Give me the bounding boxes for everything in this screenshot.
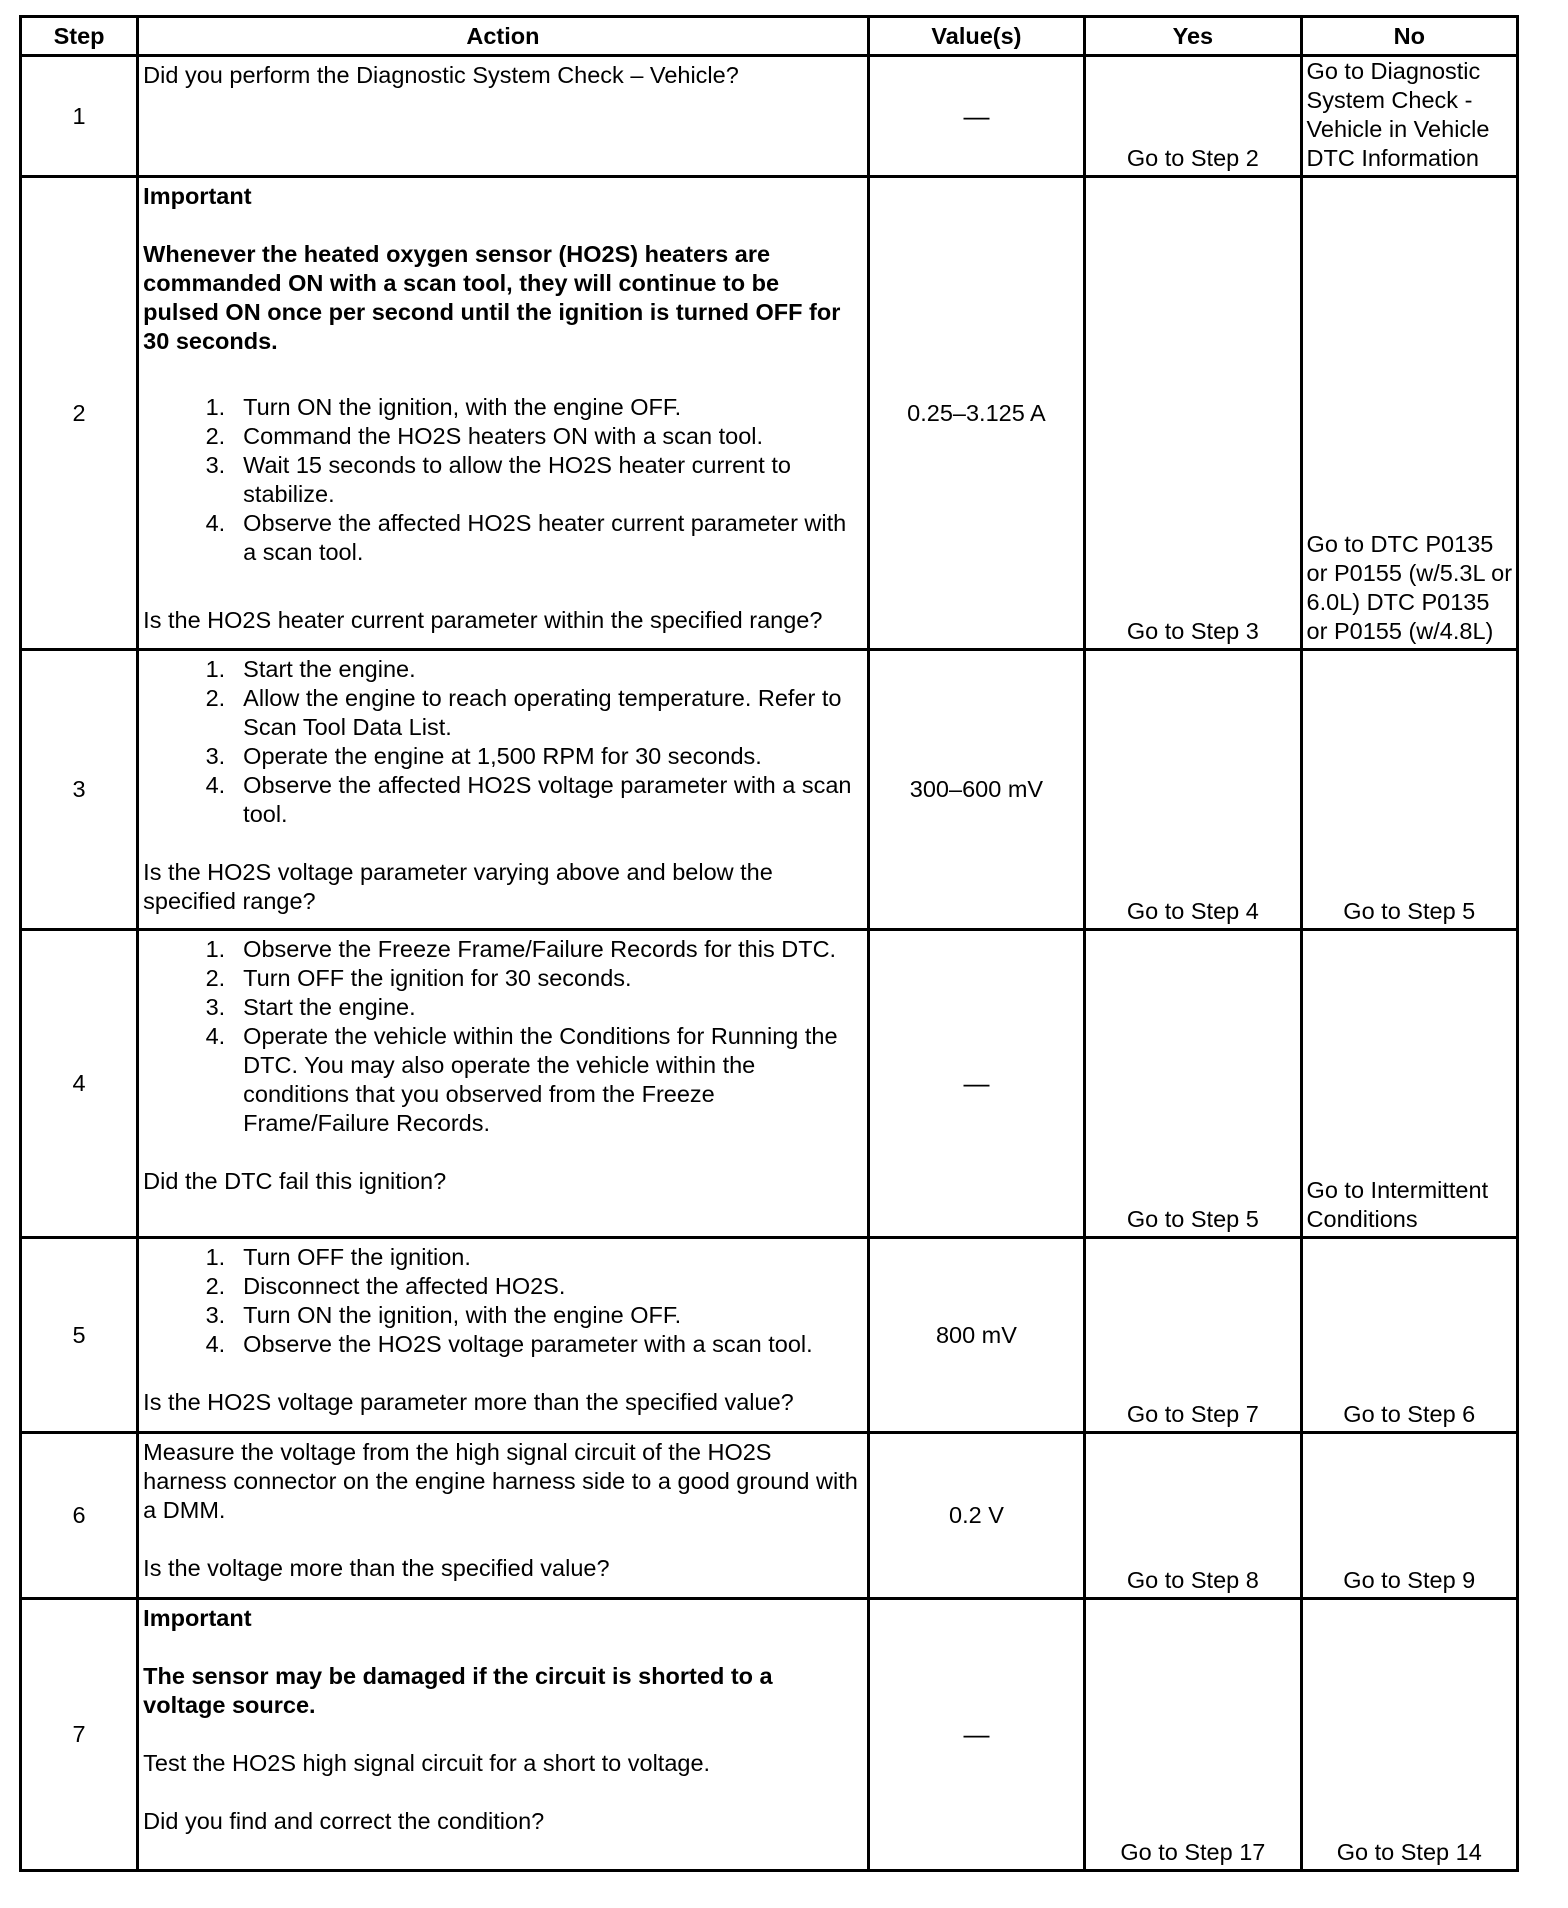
action-text: Did you perform the Diagnostic System Check – Vehicle? [143,62,739,88]
header-action: Action [138,17,869,56]
header-no: No [1301,17,1517,56]
no-cell: Go to Step 6 [1301,1238,1517,1433]
important-title: Important [143,183,252,209]
list-item: 1. Turn OFF the ignition. [205,1244,471,1270]
step-number: 4 [21,930,138,1238]
list-item: 1. Turn ON the ignition, with the engine OFF. [205,394,682,420]
yes-cell: Go to Step 5 [1085,930,1301,1238]
table-row [21,930,1518,1238]
list-item: 2. Disconnect the affected HO2S. [205,1273,566,1299]
important-text: The sensor may be damaged if the circuit is shorted to a voltage source. [143,1663,773,1718]
table-row [21,1599,1518,1871]
list-item: 4. Observe the HO2S voltage parameter with a scan tool. [205,1331,813,1357]
diagnostic-table [19,15,1519,1872]
step-number: 7 [21,1599,138,1871]
no-cell: Go to Step 14 [1301,1599,1517,1871]
step-list [143,935,861,1138]
value-cell: — [868,1599,1084,1871]
yes-cell: Go to Step 8 [1085,1433,1301,1599]
question-text: Is the HO2S heater current parameter within the specified range? [143,607,823,633]
list-item: 2. Turn OFF the ignition for 30 seconds. [205,965,632,991]
step-list [143,393,861,567]
no-cell: Go to Diagnostic System Check - Vehicle in Vehicle DTC Information [1301,56,1517,177]
step-number: 2 [21,177,138,650]
action-cell [138,650,869,930]
yes-cell: Go to Step 3 [1085,177,1301,650]
table-row [21,1238,1518,1433]
important-text: Whenever the heated oxygen sensor (HO2S) heaters are commanded ON with a scan tool, they will continue to be pulsed ON once per second until the ignition is turned OFF for 30 seconds. [143,241,841,354]
header-row [21,17,1518,56]
list-item: 3. Turn ON the ignition, with the engine OFF. [205,1302,682,1328]
list-item: 4. Observe the affected HO2S heater current parameter with a scan tool. [205,510,847,565]
table-row [21,1433,1518,1599]
step-list [143,1243,861,1359]
value-cell: 800 mV [868,1238,1084,1433]
question-text: Is the HO2S voltage parameter more than the specified value? [143,1389,794,1415]
action-cell [138,930,869,1238]
action-text: Test the HO2S high signal circuit for a short to voltage. [143,1750,711,1776]
value-cell: — [868,930,1084,1238]
important-title: Important [143,1605,252,1631]
list-item: 1. Start the engine. [205,656,416,682]
step-number: 1 [21,56,138,177]
yes-cell: Go to Step 2 [1085,56,1301,177]
step-number: 6 [21,1433,138,1599]
action-cell [138,1599,869,1871]
question-text: Did you find and correct the condition? [143,1808,545,1834]
list-item: 3. Start the engine. [205,994,416,1020]
list-item: 1. Observe the Freeze Frame/Failure Records for this DTC. [205,936,837,962]
value-cell: — [868,56,1084,177]
table-row [21,177,1518,650]
yes-cell: Go to Step 4 [1085,650,1301,930]
value-cell: 300–600 mV [868,650,1084,930]
action-cell [138,177,869,650]
step-number: 5 [21,1238,138,1433]
table-row [21,650,1518,930]
no-cell: Go to Intermittent Conditions [1301,930,1517,1238]
yes-cell: Go to Step 17 [1085,1599,1301,1871]
header-values: Value(s) [868,17,1084,56]
action-cell [138,56,869,177]
table-row [21,56,1518,177]
header-yes: Yes [1085,17,1301,56]
value-cell: 0.25–3.125 A [868,177,1084,650]
list-item: 2. Command the HO2S heaters ON with a scan tool. [205,423,764,449]
list-item: 4. Operate the vehicle within the Conditions for Running the DTC. You may also operate the vehicle within the conditions that you observed from the Freeze Frame/Failure Records. [205,1023,838,1136]
question-text: Is the HO2S voltage parameter varying above and below the specified range? [143,859,773,914]
no-cell: Go to Step 9 [1301,1433,1517,1599]
yes-cell: Go to Step 7 [1085,1238,1301,1433]
action-cell [138,1433,869,1599]
action-text: Measure the voltage from the high signal circuit of the HO2S harness connector on the engine harness side to a good ground with a DMM. [143,1439,858,1523]
step-list [143,655,861,829]
question-text: Did the DTC fail this ignition? [143,1168,447,1194]
question-text: Is the voltage more than the specified value? [143,1555,610,1581]
no-cell: Go to Step 5 [1301,650,1517,930]
diagnostic-table-container [19,15,1519,1872]
list-item: 3. Wait 15 seconds to allow the HO2S heater current to stabilize. [205,452,791,507]
list-item: 2. Allow the engine to reach operating temperature. Refer to Scan Tool Data List. [205,685,842,740]
list-item: 3. Operate the engine at 1,500 RPM for 30 seconds. [205,743,762,769]
action-cell [138,1238,869,1433]
step-number: 3 [21,650,138,930]
header-step: Step [21,17,138,56]
value-cell: 0.2 V [868,1433,1084,1599]
no-cell: Go to DTC P0135 or P0155 (w/5.3L or 6.0L) DTC P0135 or P0155 (w/4.8L) [1301,177,1517,650]
list-item: 4. Observe the affected HO2S voltage parameter with a scan tool. [205,772,852,827]
